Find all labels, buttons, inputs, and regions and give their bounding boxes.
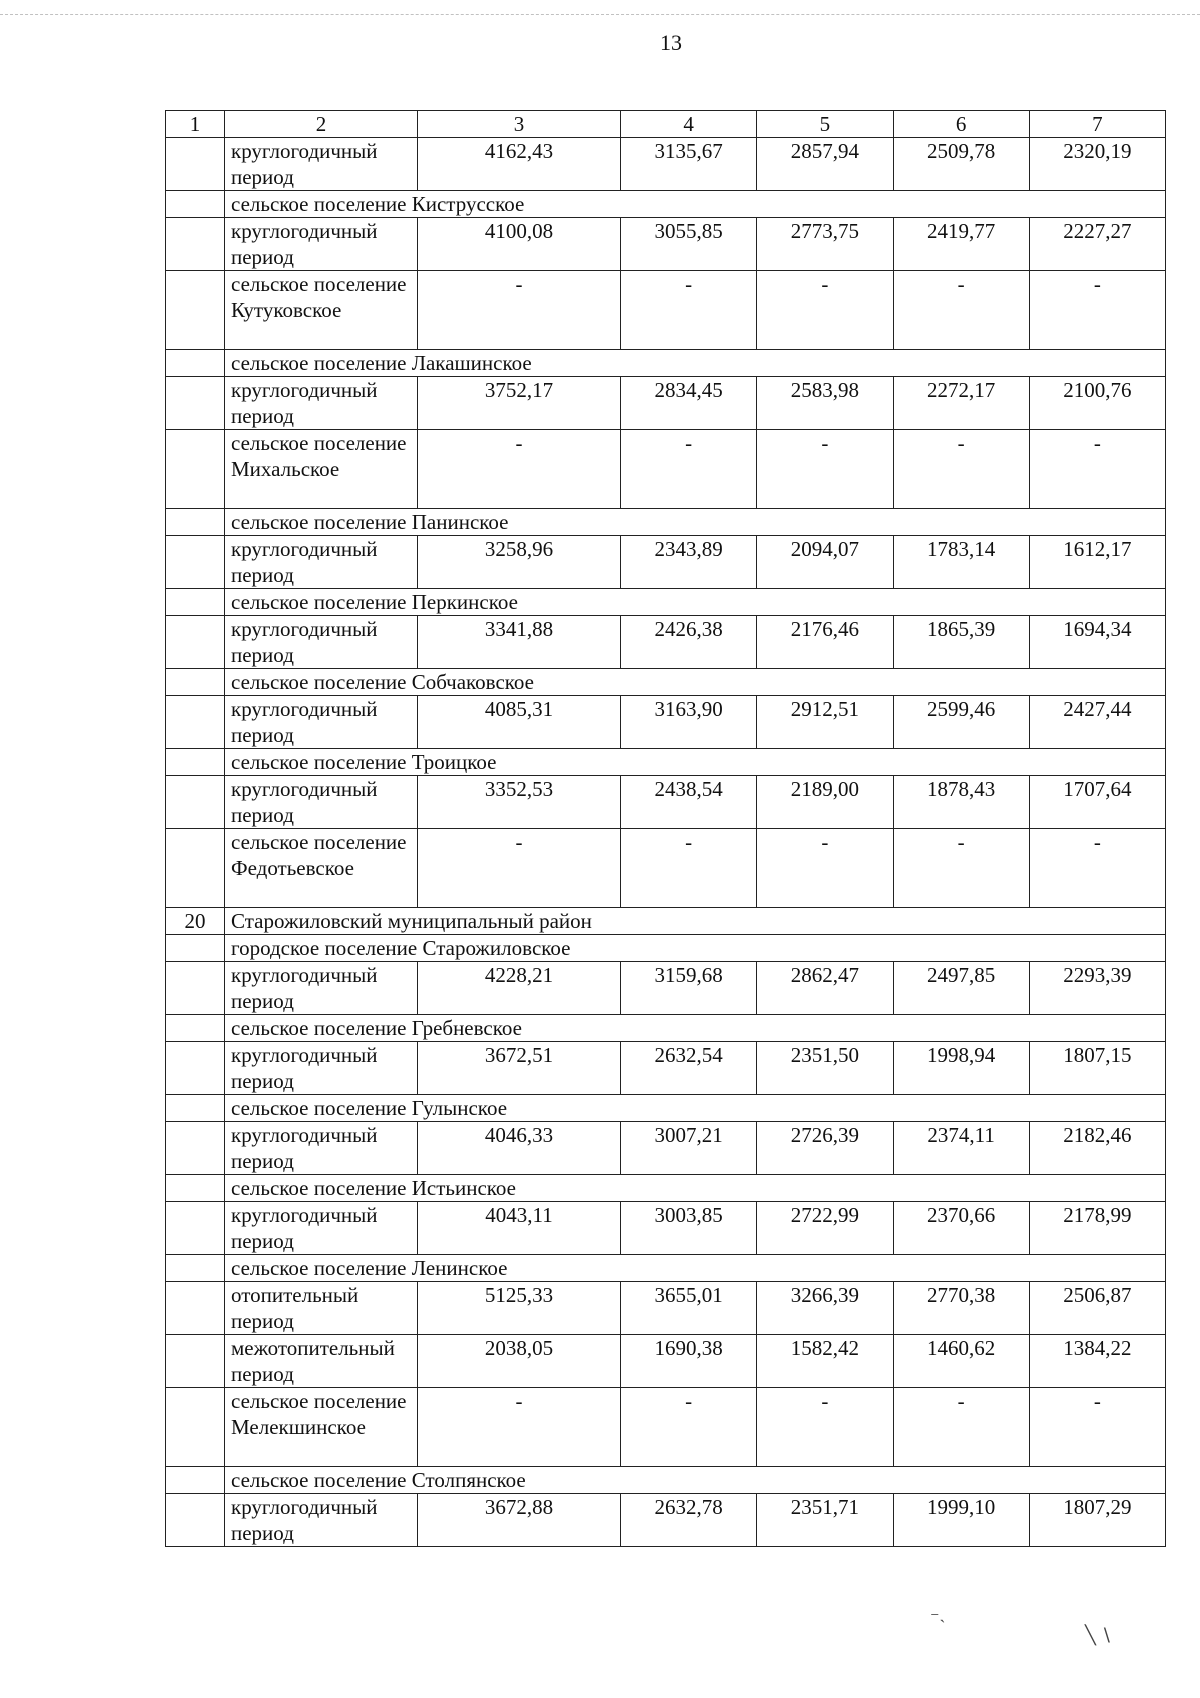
section-title: сельское поселение Ленинское xyxy=(225,1255,1166,1282)
value-cell: - xyxy=(757,829,893,908)
value-cell: 3672,51 xyxy=(418,1042,621,1095)
value-cell: 2374,11 xyxy=(893,1122,1029,1175)
value-cell: 3655,01 xyxy=(621,1282,757,1335)
data-row xyxy=(166,1202,1166,1255)
header-cell: 2 xyxy=(225,111,418,138)
data-row xyxy=(166,829,1166,908)
value-cell: 2632,78 xyxy=(621,1494,757,1547)
number-cell xyxy=(166,1467,225,1494)
number-cell xyxy=(166,1042,225,1095)
number-cell xyxy=(166,589,225,616)
header-cell: 7 xyxy=(1029,111,1165,138)
value-cell: 3258,96 xyxy=(418,536,621,589)
value-cell: 3752,17 xyxy=(418,377,621,430)
value-cell: 3266,39 xyxy=(757,1282,893,1335)
value-cell: 2509,78 xyxy=(893,138,1029,191)
value-cell: - xyxy=(621,430,757,509)
section-title: сельское поселение Столпянское xyxy=(225,1467,1166,1494)
value-cell: 2632,54 xyxy=(621,1042,757,1095)
scan-mark: ╲ ∖ xyxy=(1085,1625,1112,1645)
value-cell: - xyxy=(757,1388,893,1467)
value-cell: 2419,77 xyxy=(893,218,1029,271)
value-cell: 4046,33 xyxy=(418,1122,621,1175)
value-cell: 2506,87 xyxy=(1029,1282,1165,1335)
value-cell: 2351,50 xyxy=(757,1042,893,1095)
value-cell: 1998,94 xyxy=(893,1042,1029,1095)
number-cell xyxy=(166,1095,225,1122)
number-cell xyxy=(166,1255,225,1282)
value-cell: - xyxy=(621,829,757,908)
number-cell xyxy=(166,191,225,218)
value-cell: 2599,46 xyxy=(893,696,1029,749)
value-cell: 1707,64 xyxy=(1029,776,1165,829)
value-cell: 1612,17 xyxy=(1029,536,1165,589)
scan-edge-line xyxy=(0,14,1200,18)
value-cell: - xyxy=(418,271,621,350)
row-label: круглогодичный период xyxy=(225,1122,418,1175)
number-cell xyxy=(166,669,225,696)
section-title: сельское поселение Гулынское xyxy=(225,1095,1166,1122)
value-cell: - xyxy=(1029,271,1165,350)
header-cell: 4 xyxy=(621,111,757,138)
row-label: круглогодичный период xyxy=(225,616,418,669)
value-cell: - xyxy=(757,430,893,509)
number-cell xyxy=(166,962,225,1015)
data-row xyxy=(166,696,1166,749)
value-cell: 4043,11 xyxy=(418,1202,621,1255)
section-row xyxy=(166,191,1166,218)
district-row xyxy=(166,908,1166,935)
row-label: круглогодичный период xyxy=(225,776,418,829)
data-row xyxy=(166,1042,1166,1095)
row-label: круглогодичный период xyxy=(225,377,418,430)
value-cell: - xyxy=(893,430,1029,509)
value-cell: 1807,15 xyxy=(1029,1042,1165,1095)
value-cell: 2862,47 xyxy=(757,962,893,1015)
number-cell xyxy=(166,696,225,749)
value-cell: 2094,07 xyxy=(757,536,893,589)
data-row xyxy=(166,271,1166,350)
value-cell: 2182,46 xyxy=(1029,1122,1165,1175)
section-title: сельское поселение Лакашинское xyxy=(225,350,1166,377)
data-row xyxy=(166,962,1166,1015)
section-row xyxy=(166,935,1166,962)
value-cell: - xyxy=(1029,1388,1165,1467)
number-cell xyxy=(166,536,225,589)
value-cell: 1384,22 xyxy=(1029,1335,1165,1388)
row-label: круглогодичный период xyxy=(225,1494,418,1547)
value-cell: 3135,67 xyxy=(621,138,757,191)
data-row xyxy=(166,536,1166,589)
value-cell: 2773,75 xyxy=(757,218,893,271)
data-row xyxy=(166,1335,1166,1388)
section-title: сельское поселение Истьинское xyxy=(225,1175,1166,1202)
value-cell: 2320,19 xyxy=(1029,138,1165,191)
section-row xyxy=(166,1015,1166,1042)
row-label: круглогодичный период xyxy=(225,138,418,191)
section-row xyxy=(166,1255,1166,1282)
header-cell: 6 xyxy=(893,111,1029,138)
number-cell xyxy=(166,935,225,962)
data-row xyxy=(166,218,1166,271)
number-cell xyxy=(166,1388,225,1467)
data-row xyxy=(166,377,1166,430)
value-cell: 2189,00 xyxy=(757,776,893,829)
section-title: сельское поселение Перкинское xyxy=(225,589,1166,616)
section-row xyxy=(166,589,1166,616)
row-label: круглогодичный период xyxy=(225,536,418,589)
tariff-table xyxy=(165,110,1166,1547)
scan-mark: ⁻˴ xyxy=(930,1608,946,1628)
value-cell: 4228,21 xyxy=(418,962,621,1015)
value-cell: 2427,44 xyxy=(1029,696,1165,749)
number-cell xyxy=(166,1282,225,1335)
value-cell: - xyxy=(418,829,621,908)
value-cell: 3055,85 xyxy=(621,218,757,271)
section-title: сельское поселение Панинское xyxy=(225,509,1166,536)
value-cell: - xyxy=(893,271,1029,350)
value-cell: - xyxy=(893,829,1029,908)
value-cell: - xyxy=(418,1388,621,1467)
value-cell: 1999,10 xyxy=(893,1494,1029,1547)
value-cell: 3163,90 xyxy=(621,696,757,749)
header-row xyxy=(166,111,1166,138)
row-label: сельское поселение Кутуковское xyxy=(225,271,418,350)
row-label: отопительный период xyxy=(225,1282,418,1335)
number-cell xyxy=(166,749,225,776)
value-cell: 5125,33 xyxy=(418,1282,621,1335)
value-cell: - xyxy=(418,430,621,509)
number-cell xyxy=(166,218,225,271)
row-label: сельское поселение Мелекшинское xyxy=(225,1388,418,1467)
number-cell xyxy=(166,377,225,430)
value-cell: 2770,38 xyxy=(893,1282,1029,1335)
section-row xyxy=(166,1095,1166,1122)
data-row xyxy=(166,430,1166,509)
value-cell: 3672,88 xyxy=(418,1494,621,1547)
number-cell xyxy=(166,350,225,377)
row-label: межотопительный период xyxy=(225,1335,418,1388)
value-cell: 1878,43 xyxy=(893,776,1029,829)
value-cell: 2178,99 xyxy=(1029,1202,1165,1255)
value-cell: 2426,38 xyxy=(621,616,757,669)
value-cell: 2583,98 xyxy=(757,377,893,430)
value-cell: 2722,99 xyxy=(757,1202,893,1255)
value-cell: 4162,43 xyxy=(418,138,621,191)
row-label: сельское поселение Федотьевское xyxy=(225,829,418,908)
value-cell: 2351,71 xyxy=(757,1494,893,1547)
value-cell: 3352,53 xyxy=(418,776,621,829)
number-cell xyxy=(166,616,225,669)
number-cell xyxy=(166,430,225,509)
row-label: круглогодичный период xyxy=(225,218,418,271)
data-row xyxy=(166,776,1166,829)
section-title: городское поселение Старожиловское xyxy=(225,935,1166,962)
header-cell: 1 xyxy=(166,111,225,138)
value-cell: 2293,39 xyxy=(1029,962,1165,1015)
value-cell: 2438,54 xyxy=(621,776,757,829)
value-cell: 1582,42 xyxy=(757,1335,893,1388)
value-cell: 2857,94 xyxy=(757,138,893,191)
row-label: круглогодичный период xyxy=(225,696,418,749)
section-row xyxy=(166,509,1166,536)
number-cell xyxy=(166,1015,225,1042)
number-cell xyxy=(166,776,225,829)
value-cell: 2343,89 xyxy=(621,536,757,589)
value-cell: 1694,34 xyxy=(1029,616,1165,669)
value-cell: 2912,51 xyxy=(757,696,893,749)
value-cell: 2497,85 xyxy=(893,962,1029,1015)
row-label: сельское поселение Михальское xyxy=(225,430,418,509)
section-row xyxy=(166,350,1166,377)
value-cell: 1690,38 xyxy=(621,1335,757,1388)
value-cell: - xyxy=(1029,829,1165,908)
value-cell: 2272,17 xyxy=(893,377,1029,430)
value-cell: 3007,21 xyxy=(621,1122,757,1175)
number-cell xyxy=(166,1335,225,1388)
value-cell: - xyxy=(1029,430,1165,509)
number-cell xyxy=(166,1122,225,1175)
value-cell: 2176,46 xyxy=(757,616,893,669)
data-row xyxy=(166,1494,1166,1547)
header-cell: 5 xyxy=(757,111,893,138)
section-title: сельское поселение Гребневское xyxy=(225,1015,1166,1042)
value-cell: 3159,68 xyxy=(621,962,757,1015)
value-cell: 3341,88 xyxy=(418,616,621,669)
district-title: Старожиловский муниципальный район xyxy=(225,908,1166,935)
section-title: сельское поселение Киструсское xyxy=(225,191,1166,218)
number-cell xyxy=(166,1202,225,1255)
section-title: сельское поселение Троицкое xyxy=(225,749,1166,776)
value-cell: 2726,39 xyxy=(757,1122,893,1175)
value-cell: 1865,39 xyxy=(893,616,1029,669)
value-cell: - xyxy=(621,1388,757,1467)
row-label: круглогодичный период xyxy=(225,962,418,1015)
value-cell: 4100,08 xyxy=(418,218,621,271)
value-cell: 3003,85 xyxy=(621,1202,757,1255)
section-row xyxy=(166,1175,1166,1202)
data-row xyxy=(166,1388,1166,1467)
data-row xyxy=(166,1122,1166,1175)
number-cell xyxy=(166,829,225,908)
header-cell: 3 xyxy=(418,111,621,138)
value-cell: 1783,14 xyxy=(893,536,1029,589)
number-cell xyxy=(166,138,225,191)
page-number: 13 xyxy=(660,30,682,55)
value-cell: 1460,62 xyxy=(893,1335,1029,1388)
value-cell: 2834,45 xyxy=(621,377,757,430)
value-cell: 2100,76 xyxy=(1029,377,1165,430)
number-cell xyxy=(166,1494,225,1547)
data-row xyxy=(166,138,1166,191)
section-row xyxy=(166,1467,1166,1494)
value-cell: 2370,66 xyxy=(893,1202,1029,1255)
section-title: сельское поселение Собчаковское xyxy=(225,669,1166,696)
number-cell xyxy=(166,271,225,350)
row-label: круглогодичный период xyxy=(225,1042,418,1095)
value-cell: 4085,31 xyxy=(418,696,621,749)
district-number: 20 xyxy=(166,908,225,935)
number-cell xyxy=(166,509,225,536)
value-cell: - xyxy=(893,1388,1029,1467)
number-cell xyxy=(166,1175,225,1202)
data-row xyxy=(166,1282,1166,1335)
value-cell: 2227,27 xyxy=(1029,218,1165,271)
value-cell: - xyxy=(621,271,757,350)
section-row xyxy=(166,749,1166,776)
data-row xyxy=(166,616,1166,669)
section-row xyxy=(166,669,1166,696)
row-label: круглогодичный период xyxy=(225,1202,418,1255)
value-cell: - xyxy=(757,271,893,350)
value-cell: 2038,05 xyxy=(418,1335,621,1388)
value-cell: 1807,29 xyxy=(1029,1494,1165,1547)
